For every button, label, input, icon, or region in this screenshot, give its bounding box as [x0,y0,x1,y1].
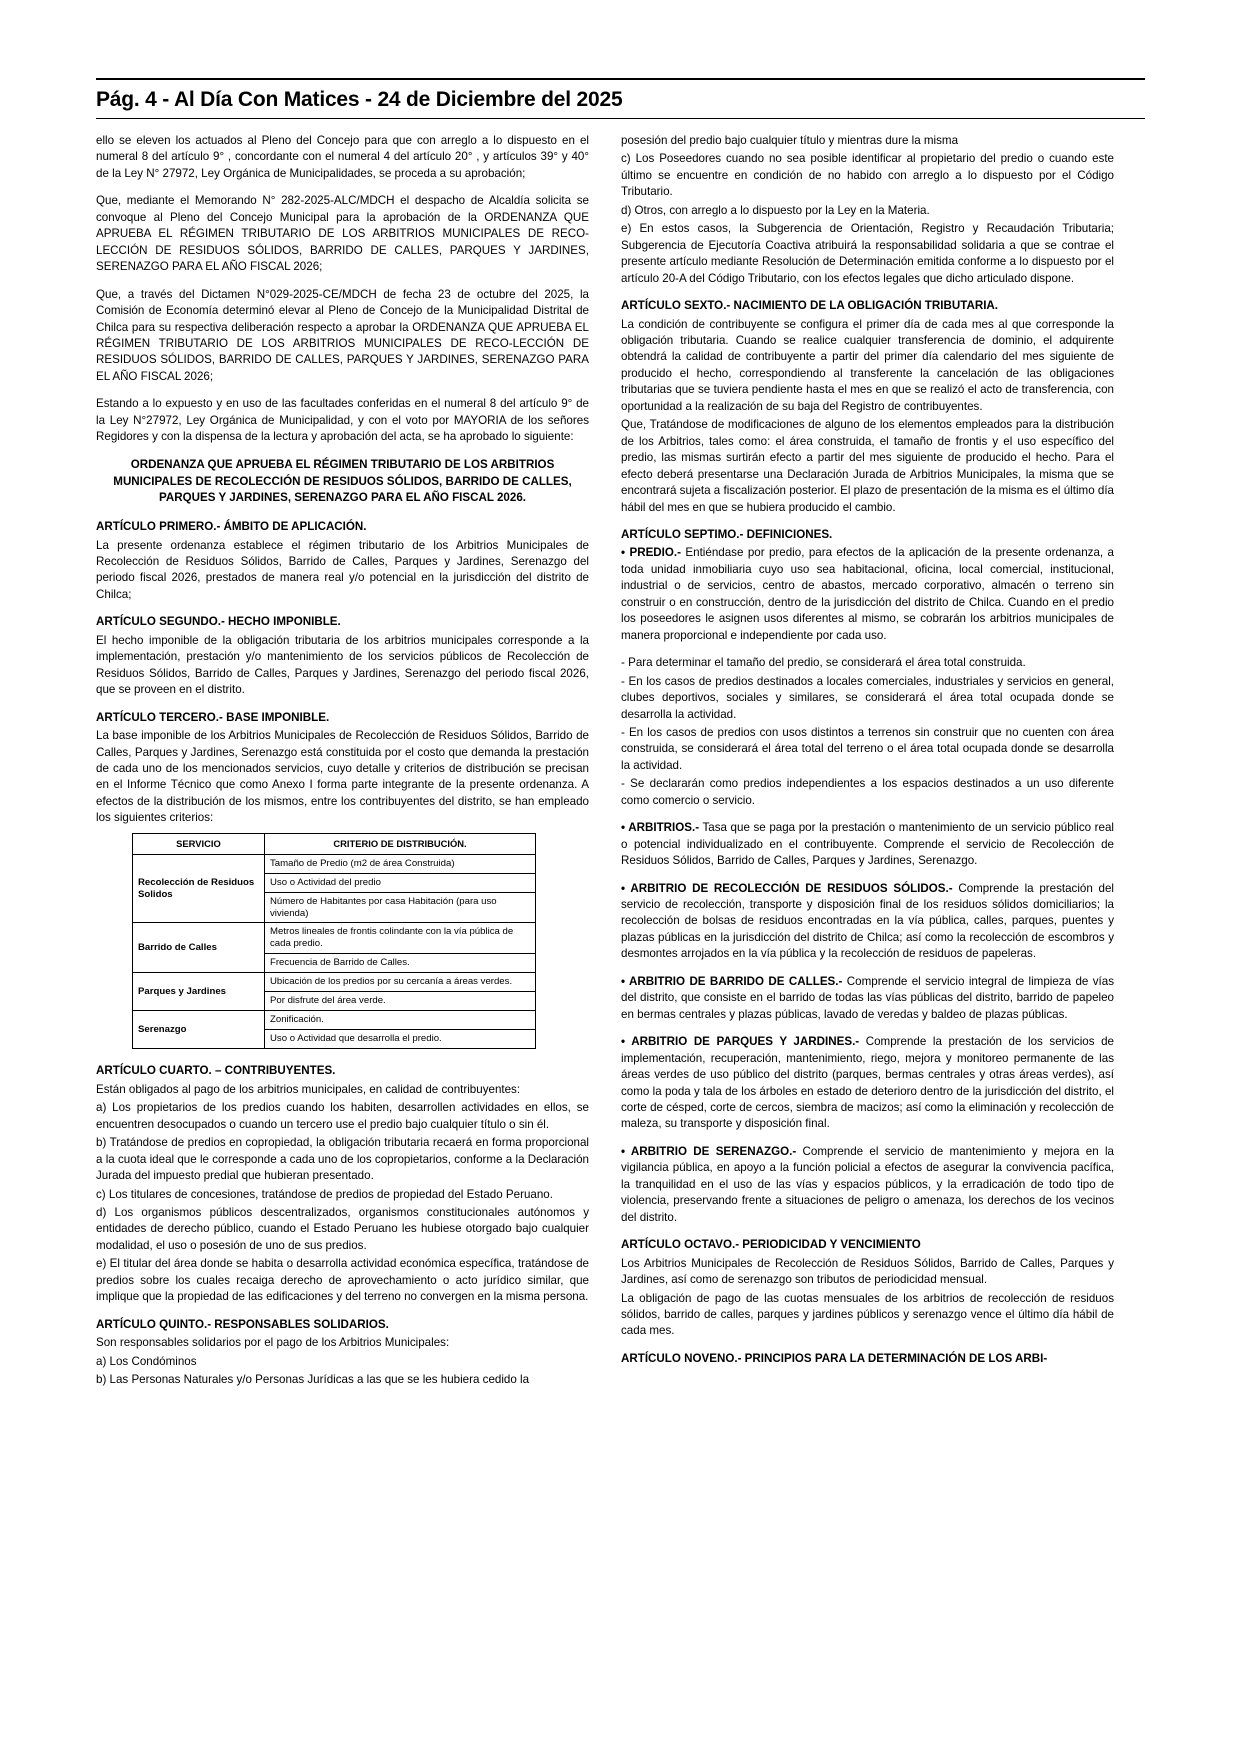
paragraph: Que, mediante el Memorando N° 282-2025-ALC/MDCH el despacho de Alcaldía solicita se convoque al Pleno del Concejo Municipal para la aprobación de la ORDENANZA QUE APRUEBA EL RÉGIMEN TRIBUTARIO DE LOS ARBITRIOS MUNICIPALES DE RECO-LECCIÓN DE RESIDUOS SÓLIDOS, BARRIDO DE CALLES, PARQUES Y JARDINES, SERENAZGO PARA EL AÑO FISCAL 2026; [96,194,589,274]
definition-barrido [621,974,1114,1023]
definition-predio [621,545,1114,644]
table-cell-service: Serenazgo [133,1011,265,1049]
article-heading-quinto: ARTÍCULO QUINTO.- RESPONSABLES SOLIDARIOS. [96,1317,389,1331]
article-octavo-body-1: Los Arbitrios Municipales de Recolección de Residuos Sólidos, Barrido de Calles, Parques y Jardines, así como de serenazgo son tributos de periodicidad mensual. [621,1256,1114,1287]
definition-serenazgo [621,1144,1114,1226]
paragraph: posesión del predio bajo cualquier título y mientras dure la misma [621,134,959,147]
table-cell-criteria: Tamaño de Predio (m2 de área Construida) [265,854,536,873]
article-quinto-item-b: b) Las Personas Naturales y/o Personas Jurídicas a las que se les hubiera cedido la [96,1373,530,1387]
article-cuarto-item-d: d) Los organismos públicos descentralizados, organismos constitucionales autónomos y entidades de derecho público, cuando el Estado Peruano les hubiese otorgado bajo cualquier modalidad, el uso o posesión de uno de sus predios. [96,1206,589,1252]
definition-arbitrios-label: • ARBITRIOS.- [621,821,700,835]
paragraph: e) En estos casos, la Subgerencia de Orientación, Registro y Recaudación Tributaria; Subgerencia de Ejecutoría Coactiva atribuirá la responsabilidad solidaria a que se contrae el presente artículo mediante Resolución de Determinación emitida conforme a lo dispuesto por el artículo 20-A del Código Tributario, con los efectos legales que dicho articulado dispone. [621,222,1114,285]
definition-barrido-label: • ARBITRIO DE BARRIDO DE CALLES.- [621,974,843,988]
table-cell-service: Parques y Jardines [133,973,265,1011]
table-cell-criteria: Uso o Actividad que desarrolla el predio. [265,1030,536,1049]
left-column [96,133,589,1391]
definition-arbitrios [621,820,1114,869]
table-cell-criteria: Frecuencia de Barrido de Calles. [265,954,536,973]
page-title: Pág. 4 - Al Día Con Matices - 24 de Diciembre del 2025 [96,88,623,111]
predio-note: - Para determinar el tamaño del predio, se considerará el área total construida. [621,656,1026,670]
article-cuarto-item-c: c) Los titulares de concesiones, tratándose de predios de propiedad del Estado Peruano. [96,1187,553,1201]
distribution-criteria-table [132,833,536,1050]
definition-parques-label: • ARBITRIO DE PARQUES Y JARDINES.- [621,1035,860,1049]
table-row [133,973,536,992]
paragraph: ello se eleven los actuados al Pleno del Concejo para que con arreglo a lo dispuesto en el numeral 8 del artículo 9° , concordante con el numeral 4 del artículo 20° , y artículos 39° y 40° de la Ley N° 27972, Ley Orgánica de Municipalidades, se proceda a su aprobación; [96,134,589,180]
article-heading-tercero: ARTÍCULO TERCERO.- BASE IMPONIBLE. [96,710,330,724]
table-cell-service: Recolección de Residuos Solidos [133,854,265,923]
table-row [133,1011,536,1030]
header-bottom-rule [96,118,1145,119]
definition-barrido-text: Comprende el servicio integral de limpieza de vías del distrito, que consiste en el barrido de todas las vías públicas del distrito, barrido de papeleo en bermas centrales y plazas públicas, lavado de veredas y baldeo de plazas públicas. [621,974,1114,1021]
article-cuarto-item-a: a) Los propietarios de los predios cuando los habiten, desarrollen actividades en ellos, se encuentren desocupados o cuando un tercero use el predio bajo cualquier título o sin él. [96,1101,589,1131]
article-heading-octavo: ARTÍCULO OCTAVO.- PERIODICIDAD Y VENCIMIENTO [621,1238,921,1252]
definition-serenazgo-text: Comprende el servicio de mantenimiento y mejora en la vigilancia pública, en apoyo a la función policial a efectos de asegurar la convivencia pacífica, la tranquilidad en el uso de las vías y espacios públicos, y la erradicación de todo tipo de violencia, preservando frente a situaciones de peligro o amenaza, los derechos de los vecinos del distrito. [621,1144,1114,1224]
definition-parques-text: Comprende la prestación de los servicios de implementación, recuperación, mantenimiento, riego, mejora y monitoreo permanente de las áreas verdes de uso público del distrito (parques, bermas centrales y otras áreas verdes), así como la poda y tala de los árboles en estado de deterioro dentro de la jurisdicción del distrito, el corte de césped, corte de cercos, siembra de macizos; así como la eliminación y recolección de maleza, su transporte y disposición final. [621,1035,1114,1131]
article-body-tercero: La base imponible de los Arbitrios Municipales de Recolección de Residuos Sólidos, Barrido de Calles, Parques y Jardines, Serenazgo está constituida por el costo que demanda la prestación de cada uno de los mencionados servicios, cuyo detalle y criterios de distribución se precisan en el Informe Técnico que como Anexo I forma parte integrante de la presente ordenanza. A efectos de la distribución de los mismos, entre los contribuyentes del distrito, se han empleado los siguientes criterios: [96,729,589,825]
right-column [621,133,1114,1369]
header-top-rule [96,78,1145,80]
table-cell-criteria: Ubicación de los predios por su cercanía a áreas verdes. [265,973,536,992]
predio-note: - En los casos de predios destinados a locales comerciales, industriales y servicios en general, clubes deportivos, sociales y similares, se considerará el área total ocupada donde se desarrolla la actividad. [621,674,1114,721]
table-cell-criteria: Zonificación. [265,1011,536,1030]
table-cell-criteria: Número de Habitantes por casa Habitación (para uso vivienda) [265,892,536,923]
definition-recoleccion-label: • ARBITRIO DE RECOLECCIÓN DE RESIDUOS SÓLIDOS.- [621,881,953,895]
table-cell-criteria: Por disfrute del área verde. [265,992,536,1011]
definition-recoleccion-text: Comprende la prestación del servicio de recolección, transporte y disposición final de los residuos sólidos domiciliarios; la recolección de bolsas de residuos encontradas en la vía pública, calles, parques, puentes y plazas públicas en la jurisdicción del distrito de Chilca; así como la recolección de escombros y desmontes arrojados en la vía pública y la recolección de residuos de papeleras. [621,881,1115,961]
article-quinto-intro: Son responsables solidarios por el pago de los Arbitrios Municipales: [96,1336,450,1350]
paragraph: c) Los Poseedores cuando no sea posible identificar al propietario del predio o cuando este último se encuentre en condición de no habido con arreglo a lo dispuesto por el Código Tributario. [621,152,1114,199]
table-row [133,854,536,873]
predio-note: - Se declararán como predios independientes a los espacios destinados a un uso diferente como comercio o servicio. [621,777,1114,807]
definition-serenazgo-label: • ARBITRIO DE SERENAZGO.- [621,1144,797,1158]
definition-predio-label: • PREDIO.- [621,546,681,560]
article-heading-sexto: ARTÍCULO SEXTO.- NACIMIENTO DE LA OBLIGACIÓN TRIBUTARIA. [621,299,999,313]
article-cuarto-item-e: e) El titular del área donde se habita o desarrolla actividad económica específica, tratándose de predios sobre los cuales recaiga derecho de aprovechamiento o acto jurídico similar, que implique que la propiedad de las edificaciones y del terreno no convergen en la misma persona. [96,1257,589,1304]
definition-parques [621,1034,1114,1133]
table-header-row [133,833,536,854]
paragraph: Que, a través del Dictamen N°029-2025-CE/MDCH de fecha 23 de octubre del 2025, la Comisión de Economía determinó elevar al Pleno de Concejo de la Municipalidad Distrital de Chilca para su respectiva deliberación respecto a aprobar la ORDENANZA QUE APRUEBA EL RÉGIMEN TRIBUTARIO DE LOS ARBITRIOS MUNICIPALES DE RECO-LECCIÓN DE RESIDUOS SÓLIDOS, BARRIDO DE CALLES, PARQUES Y JARDINES, SERENAZGO PARA EL AÑO FISCAL 2026; [96,287,589,383]
article-sexto-body-1: La condición de contribuyente se configura el primer día de cada mes al que corresponde la obligación tributaria. Cuando se realice cualquier transferencia de dominio, el adquirente obtendrá la calidad de contribuyente a partir del primer día calendario del mes siguiente de producido el hecho, correspondiendo al transferente la cancelación de las obligaciones tributarias que se tuviera pendiente hasta el mes en que se realizó el acto de transferencia, con oportunidad a la realización de su baja del Registro de contribuyentes. [621,317,1114,413]
table-row [133,923,536,954]
paragraph: Estando a lo expuesto y en uso de las facultades conferidas en el numeral 8 del artículo 9° de la Ley N°27972, Ley Orgánica de Municipalidad, y con el voto por MAYORIA de los señores Regidores y con la dispensa de la lectura y aprobación del acta, se ha aprobado lo siguiente: [96,397,589,444]
article-heading-noveno: ARTÍCULO NOVENO.- PRINCIPIOS PARA LA DETERMINACIÓN DE LOS ARBI- [621,1351,1048,1365]
definition-predio-text: Entiéndase por predio, para efectos de la aplicación de la presente ordenanza, a toda unidad inmobiliaria cuyo uso sea habitacional, oficina, local comercial, institucional, industrial o de servicios, centro de abastos, mercado corporativo, almacén o terreno sin construir o en construcción, dentro de la jurisdicción del distrito de Chilca. Cuando en el predio los poseedores le asignen usos diferentes al mismo, se cobrarán los arbitrios municipales de manera proporcional e independiente por cada uso. [621,546,1114,642]
article-heading-cuarto: ARTÍCULO CUARTO. – CONTRIBUYENTES. [96,1064,336,1078]
article-heading-primero: ARTÍCULO PRIMERO.- ÁMBITO DE APLICACIÓN. [96,520,367,534]
ordinance-title: ORDENANZA QUE APRUEBA EL RÉGIMEN TRIBUTARIO DE LOS ARBITRIOS MUNICIPALES DE RECOLECCIÓN DE RESIDUOS SÓLIDOS, BARRIDO DE CALLES, PARQUES Y JARDINES, SERENAZGO PARA EL AÑO FISCAL 2026. [113,457,572,505]
table-cell-criteria: Metros lineales de frontis colindante con la vía pública de cada predio. [265,923,536,954]
table-header-servicio: SERVICIO [133,833,265,854]
article-quinto-item-a: a) Los Condóminos [96,1354,197,1368]
article-body-primero: La presente ordenanza establece el régimen tributario de los Arbitrios Municipales de Recolección de Residuos Sólidos, Barrido de Calles, Parques y Jardines, Serenazgo del periodo fiscal 2026, prestados de manera real y/o potencial en la jurisdicción del distrito de Chilca; [96,538,589,601]
table-cell-criteria: Uso o Actividad del predio [265,873,536,892]
two-column-body [96,133,1145,1391]
article-cuarto-item-b: b) Tratándose de predios en copropiedad, la obligación tributaria recaerá en forma proporcional a la cuota ideal que le corresponde a cada uno de los copropietarios, conforme a la Declaración Jurada del impuesto predial que hubieran presentado. [96,1136,589,1183]
definition-arbitrios-text: Tasa que se paga por la prestación o mantenimiento de un servicio público real o potencial individualizado en el contribuyente. Comprende el servicio de Recolección de Residuos Sólidos, Barrido de Calles, Parques y Jardines, Serenazgo. [621,821,1114,868]
paragraph: d) Otros, con arreglo a lo dispuesto por la Ley en la Materia. [621,203,930,217]
article-cuarto-intro: Están obligados al pago de los arbitrios municipales, en calidad de contribuyentes: [96,1082,521,1096]
article-sexto-body-2: Que, Tratándose de modificaciones de alguno de los elementos empleados para la distribución de los Arbitrios, tales como: el área construida, el tamaño de frontis y el uso específico del predio, las mismas surtirán efecto a partir del mes siguiente de producido el hecho. Para el efecto deberá presentarse una Declaración Jurada de Arbitrios Municipales, la misma que se encontrará sujeta a fiscalización posterior. El plazo de presentación de la misma es el último día hábil del mes en que se hubiera producido el cambio. [621,418,1114,514]
definition-recoleccion [621,881,1114,963]
table-cell-service: Barrido de Calles [133,923,265,973]
article-octavo-body-2: La obligación de pago de las cuotas mensuales de los arbitrios de recolección de residuos sólidos, barrido de calles, parques y jardines públicos y serenazgo vence el último día hábil de cada mes. [621,1291,1114,1338]
predio-note: - En los casos de predios con usos distintos a terrenos sin construir que no cuenten con área construida, se considerará el área total del terreno o el área total ocupada donde se desarrolla la actividad. [621,725,1114,772]
article-heading-septimo: ARTÍCULO SEPTIMO.- DEFINICIONES. [621,527,833,541]
article-body-segundo: El hecho imponible de la obligación tributaria de los arbitrios municipales corresponde a la implementación, prestación y/o mantenimiento de los servicios públicos de Recolección de Residuos Sólidos, Barrido de Calles, Parques y Jardines, Serenazgo del periodo fiscal 2026, que se proveen en el distrito. [96,633,589,697]
table-header-criterio: CRITERIO DE DISTRIBUCIÓN. [265,833,536,854]
article-heading-segundo: ARTÍCULO SEGUNDO.- HECHO IMPONIBLE. [96,615,341,629]
